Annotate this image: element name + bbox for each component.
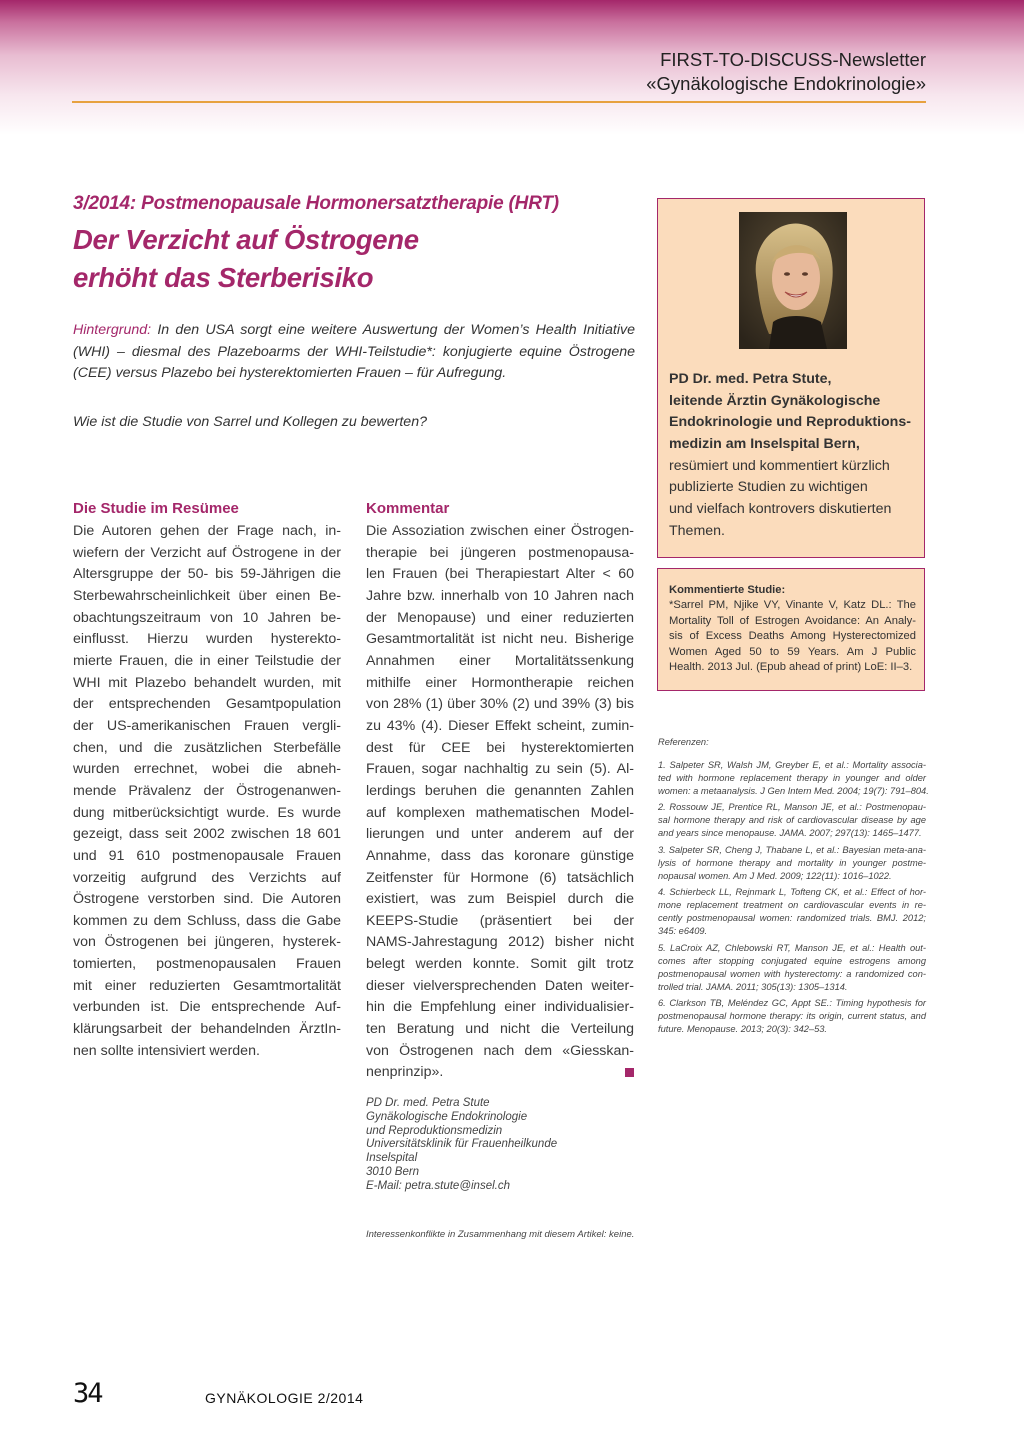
lead-question: Wie ist die Studie von Sarrel und Kollegen zu bewerten? bbox=[73, 414, 427, 430]
reference-line: 4. Schierbeck LL, Rejnmark L, Tofteng CK, et al.: Effect of hor- bbox=[658, 887, 926, 898]
comment-line: KEEPS-Studie (präsentiert bei der bbox=[366, 912, 634, 929]
summary-line: klärungsarbeit der behandelnden ÄrztIn- bbox=[73, 1021, 341, 1038]
comment-line: lierungen und unter anderem auf der bbox=[366, 826, 634, 843]
reference-line: trolled trial. JAMA. 2011; 305(13): 1305–1314. bbox=[658, 981, 848, 992]
comment-line: auf komplexen mathematischen Model- bbox=[366, 804, 634, 821]
summary-line: wiefern der Verzicht auf Östrogene in der bbox=[73, 544, 341, 561]
reference-line: ted with hormone replacement therapy in younger and older bbox=[658, 772, 926, 783]
author-address-line: Gynäkologische Endokrinologie bbox=[366, 1110, 528, 1123]
reference-line: lysis of hormone therapy and mortality in younger postme- bbox=[658, 857, 926, 868]
reference-line: mone replacement treatment on cardiovascular events in re- bbox=[658, 900, 926, 911]
newsletter-title bbox=[72, 48, 926, 96]
summary-line: dung mitberücksichtigt wurde. Es wurde bbox=[73, 804, 341, 821]
comment-column bbox=[366, 497, 634, 1084]
summary-line: mierte Frauen, die in einer Teilstudie der bbox=[73, 652, 341, 669]
reference-item bbox=[658, 759, 929, 798]
conflict-of-interest-note: Interessenkonflikte in Zusammenhang mit diesem Artikel: keine. bbox=[366, 1229, 635, 1240]
profile-name-line: medizin am Inselspital Bern, bbox=[669, 435, 860, 452]
journal-issue: GYNÄKOLOGIE 2/2014 bbox=[205, 1390, 364, 1406]
reference-line: comes after stopping conjugated equine estrogens among bbox=[658, 955, 926, 966]
author-profile-box bbox=[657, 198, 925, 558]
intro-text: In den USA sorgt eine weitere Auswertung der Women’s Health Initiative (WHI) – diesmal des Plazeboarms der WHI-Teilstudie*: konjugierte equine Östrogene (CEE) versus Plazebo bei hysterektomierten Frauen – für Aufregung. bbox=[73, 322, 635, 381]
newsletter-title-line2: «Gynäkologische Endokrinologie» bbox=[646, 73, 926, 94]
article-kicker: 3/2014: Postmenopausale Hormonersatztherapie (HRT) bbox=[73, 193, 559, 214]
summary-text bbox=[73, 521, 341, 1062]
study-citation-line: *Sarrel PM, Njike VY, Vinante V, Katz DL.: The bbox=[669, 599, 916, 612]
summary-line: von Östrogenen bei jüngeren, hysterek- bbox=[73, 934, 341, 951]
comment-line: NAMS-Jahrestagung 2012) bisher nicht bbox=[366, 934, 634, 951]
reference-line: postmenopausal women with hysterectomy: a randomized con- bbox=[658, 968, 926, 979]
reference-line: 2. Rossouw JE, Prentice RL, Manson JE, et al.: Postmenopau- bbox=[658, 802, 926, 813]
reference-line: 345: e6409. bbox=[658, 926, 708, 937]
reference-item bbox=[658, 942, 926, 994]
comment-line: der Menopause) und einer reduzierten bbox=[366, 609, 634, 626]
end-of-article-mark bbox=[625, 1068, 634, 1077]
comment-line: von Östrogenen nach dem «Giesskan- bbox=[366, 1042, 634, 1059]
author-address-line: 3010 Bern bbox=[366, 1165, 420, 1178]
author-profile-text bbox=[669, 369, 919, 542]
intro-label: Hintergrund: bbox=[73, 322, 152, 338]
reference-line: 6. Clarkson TB, Meléndez GC, Appt SE.: Timing hypothesis for bbox=[658, 998, 926, 1009]
author-address-line: E-Mail: petra.stute@insel.ch bbox=[366, 1179, 510, 1192]
reference-item bbox=[658, 844, 926, 883]
summary-line: mende Prävalenz der Östrogenanwen- bbox=[73, 782, 341, 799]
profile-name-line: PD Dr. med. Petra Stute, bbox=[669, 371, 832, 387]
summary-line: tomierten, postmenopausalen Frauen bbox=[73, 956, 341, 973]
reference-line: 5. LaCroix AZ, Chlebowski RT, Manson JE, et al.: Health out- bbox=[658, 942, 926, 953]
comment-line: zu 43% (4). Dieser Effekt scheint, zumin- bbox=[366, 717, 634, 734]
intro-paragraph bbox=[73, 320, 635, 385]
comment-line: belegt werden konnte. Somit gilt trotz bbox=[366, 956, 634, 973]
study-citation-line: Women Aged 50 to 59 Years. Am J Public bbox=[669, 645, 916, 658]
summary-line: WHI mit Plazebo behandelt wurden, mit bbox=[73, 674, 341, 691]
author-address-line: und Reproduktionsmedizin bbox=[366, 1124, 503, 1137]
references-list bbox=[658, 736, 929, 1040]
comment-line: Gesamtmortalität ist nicht neu. Bisherige bbox=[366, 631, 634, 648]
reference-line: cently postmenopausal women: randomized trials. BMJ. 2012; bbox=[658, 913, 926, 924]
author-address-line: Universitätsklinik für Frauenheilkunde bbox=[366, 1138, 558, 1151]
reference-line: nopausal women. Am J Med. 2009; 122(11): 1016–1022. bbox=[658, 870, 892, 881]
summary-line: gezeigt, dass seit 2002 zwischen 18 601 bbox=[73, 826, 341, 843]
summary-heading: Die Studie im Resümee bbox=[73, 500, 239, 517]
newsletter-title-line1: FIRST-TO-DISCUSS-Newsletter bbox=[660, 49, 926, 70]
reference-item bbox=[658, 997, 926, 1036]
comment-line: lerdings beruhen die genannten Zahlen bbox=[366, 782, 634, 799]
header-rule bbox=[72, 101, 926, 103]
reference-line: postmenopausal hormone therapy: its origin, current status, and bbox=[658, 1011, 926, 1022]
summary-line: der entsprechenden Gesamtpopulation bbox=[73, 696, 341, 713]
reference-line: 1. Salpeter SR, Walsh JM, Greyber E, et al.: Mortality associa- bbox=[658, 759, 926, 770]
reference-item bbox=[658, 886, 926, 938]
comment-line: Die Assoziation zwischen einer Östrogen- bbox=[366, 523, 634, 539]
profile-name-line: Endokrinologie und Reproduktions- bbox=[669, 414, 911, 431]
profile-description-line: publizierte Studien zu wichtigen bbox=[669, 479, 868, 496]
comment-line: dest für CEE bei hysterektomierten bbox=[366, 739, 634, 756]
references-heading: Referenzen: bbox=[658, 737, 709, 747]
author-address-line: Inselspital bbox=[366, 1152, 418, 1165]
comment-line: dieser vielversprechenden Daten weiter- bbox=[366, 977, 634, 994]
reviewed-study-heading: Kommentierte Studie: bbox=[669, 584, 786, 596]
author-photo bbox=[739, 212, 847, 349]
summary-line: kommen zu dem Schluss, dass die Gabe bbox=[73, 912, 341, 929]
comment-line: Frauen, sogar nachhaltig zu sein (5). Al- bbox=[366, 761, 634, 778]
comment-line: therapie bei jüngeren postmenopausa- bbox=[366, 544, 634, 561]
reviewed-study-content bbox=[669, 583, 916, 675]
reviewed-study-citation bbox=[669, 598, 916, 675]
summary-line: und 91 610 postmenopausale Frauen bbox=[73, 847, 341, 864]
comment-text bbox=[366, 521, 634, 1084]
comment-line: Jahre bzw. innerhalb von 10 Jahren nach bbox=[366, 587, 634, 604]
profile-description-line: und vielfach kontrovers diskutierten bbox=[669, 500, 892, 517]
comment-line: Annahmen einer Mortalitätssenkung bbox=[366, 652, 634, 669]
comment-line: existiert, was zum Beispiel durch die bbox=[366, 891, 634, 908]
study-citation-line: sis of Excess Deaths Among Hysterectomized bbox=[669, 630, 916, 643]
summary-line: vorzeitig aufgrund des Verzichts auf bbox=[73, 869, 341, 886]
summary-line: chen, und die zusätzlichen Sterbefälle bbox=[73, 739, 341, 756]
summary-line: obachtungszeitraum von 10 Jahren be- bbox=[73, 609, 341, 626]
comment-line: hin die Empfehlung einer individualisier- bbox=[366, 999, 634, 1016]
comment-line: nenprinzip». bbox=[366, 1062, 634, 1084]
comment-line: Zeitfenster für Hormone (6) tatsächlich bbox=[366, 869, 634, 886]
summary-line: der US-amerikanischen Frauen vergli- bbox=[73, 717, 341, 734]
summary-line: nen sollte intensiviert werden. bbox=[73, 1042, 260, 1059]
summary-line: Altersgruppe der 50- bis 59-Jährigen die bbox=[73, 566, 341, 583]
comment-heading: Kommentar bbox=[366, 500, 450, 517]
comment-line: von 28% (1) über 30% (2) und 39% (3) bis bbox=[366, 696, 634, 713]
reference-line: future. Menopause. 2013; 20(3): 342–53. bbox=[658, 1024, 828, 1035]
reference-line: sal hormone therapy and risk of cardiovascular disease by age bbox=[658, 815, 926, 826]
author-portrait-image bbox=[739, 212, 847, 349]
article-headline bbox=[73, 221, 419, 297]
references-items bbox=[658, 759, 929, 1036]
summary-line: einflusst. Hierzu wurden hysterekto- bbox=[73, 631, 341, 648]
profile-description-line: Themen. bbox=[669, 522, 725, 539]
page-number: 34 bbox=[73, 1378, 102, 1409]
summary-column bbox=[73, 497, 341, 1062]
summary-line: verbunden ist. Die entsprechende Auf- bbox=[73, 999, 341, 1016]
summary-line: Östrogene verstorben sind. Die Autoren bbox=[73, 891, 341, 908]
headline-line1: Der Verzicht auf Östrogene bbox=[73, 224, 419, 255]
summary-line: Die Autoren gehen der Frage nach, in- bbox=[73, 523, 341, 539]
author-address bbox=[366, 1097, 557, 1194]
comment-line: len Frauen (bei Therapiestart Alter < 60 bbox=[366, 566, 634, 583]
summary-line: wurden errechnet, wobei die abneh- bbox=[73, 761, 341, 778]
headline-line2: erhöht das Sterberisiko bbox=[73, 262, 374, 293]
reviewed-study-box bbox=[657, 568, 925, 691]
summary-line: Sterbewahrscheinlichkeit über einen Be- bbox=[73, 587, 341, 604]
study-citation-line: Mortality Toll of Estrogen Avoidance: An Analy- bbox=[669, 614, 916, 627]
study-citation-line: Health. 2013 Jul. (Epub ahead of print) LoE: II–3. bbox=[669, 661, 913, 674]
profile-name-line: leitende Ärztin Gynäkologische bbox=[669, 392, 881, 409]
reference-line: 3. Salpeter SR, Cheng J, Thabane L, et al.: Bayesian meta-ana- bbox=[658, 844, 926, 855]
reference-line: women: a metaanalysis. J Gen Intern Med. 2004; 19(7): 791–804. bbox=[658, 785, 929, 796]
comment-line: mithilfe einer Hormontherapie reichen bbox=[366, 674, 634, 691]
author-address-line: PD Dr. med. Petra Stute bbox=[366, 1097, 490, 1109]
comment-line: ten Beratung und nicht die Verteilung bbox=[366, 1021, 634, 1038]
comment-line: Annahme, dass das koronare günstige bbox=[366, 847, 634, 864]
summary-line: mit einer reduzierten Gesamtmortalität bbox=[73, 977, 341, 994]
profile-description-line: resümiert und kommentiert kürzlich bbox=[669, 457, 890, 474]
reference-line: and years since menopause. JAMA. 2007; 297(13): 1465–1477. bbox=[658, 828, 922, 839]
reference-item bbox=[658, 801, 926, 840]
